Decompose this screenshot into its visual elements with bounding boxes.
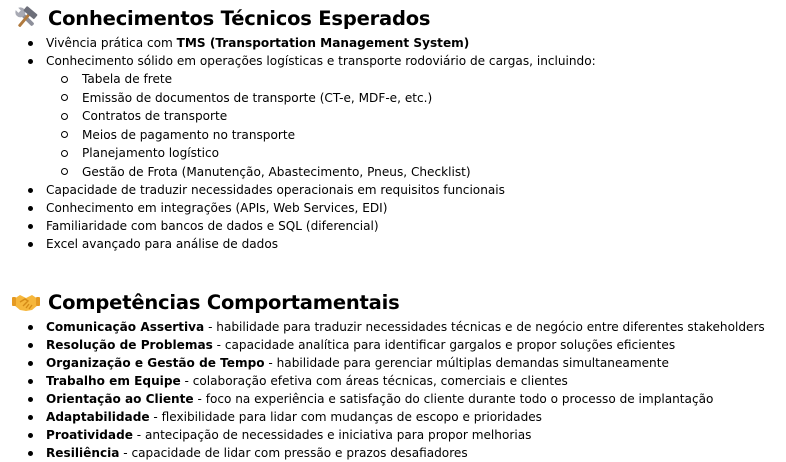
list-item: Vivência prática com TMS (Transportation Management System) [12, 34, 782, 52]
technical-section [12, 4, 782, 253]
sub-list-item: Contratos de transporte [12, 107, 782, 126]
sub-list-item: Meios de pagamento no transporte [12, 126, 782, 145]
technical-list [12, 34, 782, 253]
list-item: Organização e Gestão de Tempo - habilidade para gerenciar múltiplas demandas simultaneamente [12, 354, 782, 372]
handshake-icon [12, 289, 40, 315]
list-item: Excel avançado para análise de dados [12, 235, 782, 253]
sub-list-item: Planejamento logístico [12, 144, 782, 163]
list-item: Familiaridade com bancos de dados e SQL (diferencial) [12, 217, 782, 235]
sub-list [12, 70, 782, 181]
behavioral-section [12, 288, 782, 462]
sub-list-host [12, 70, 782, 181]
list-item: Conhecimento em integrações (APIs, Web Services, EDI) [12, 199, 782, 217]
list-item: Trabalho em Equipe - colaboração efetiva com áreas técnicas, comerciais e clientes [12, 372, 782, 390]
list-item: Proatividade - antecipação de necessidades e iniciativa para propor melhorias [12, 426, 782, 444]
behavioral-heading [12, 288, 782, 316]
list-item: Adaptabilidade - flexibilidade para lidar com mudanças de escopo e prioridades [12, 408, 782, 426]
list-item: Conhecimento sólido em operações logísticas e transporte rodoviário de cargas, incluindo: [12, 52, 782, 70]
list-item: Orientação ao Cliente - foco na experiência e satisfação do cliente durante todo o processo de implantação [12, 390, 782, 408]
section-title: Competências Comportamentais [48, 290, 400, 314]
behavioral-list [12, 318, 782, 462]
technical-heading [12, 4, 782, 32]
tools-icon [12, 5, 40, 31]
sub-list-item: Emissão de documentos de transporte (CT-e, MDF-e, etc.) [12, 89, 782, 108]
section-title: Conhecimentos Técnicos Esperados [48, 6, 431, 30]
sub-list-item: Gestão de Frota (Manutenção, Abastecimento, Pneus, Checklist) [12, 163, 782, 182]
list-item: Resiliência - capacidade de lidar com pressão e prazos desafiadores [12, 444, 782, 462]
list-item: Comunicação Assertiva - habilidade para traduzir necessidades técnicas e de negócio entre diferentes stakeholders [12, 318, 782, 336]
list-item: Capacidade de traduzir necessidades operacionais em requisitos funcionais [12, 181, 782, 199]
sub-list-item: Tabela de frete [12, 70, 782, 89]
list-item: Resolução de Problemas - capacidade analítica para identificar gargalos e propor soluções eficientes [12, 336, 782, 354]
